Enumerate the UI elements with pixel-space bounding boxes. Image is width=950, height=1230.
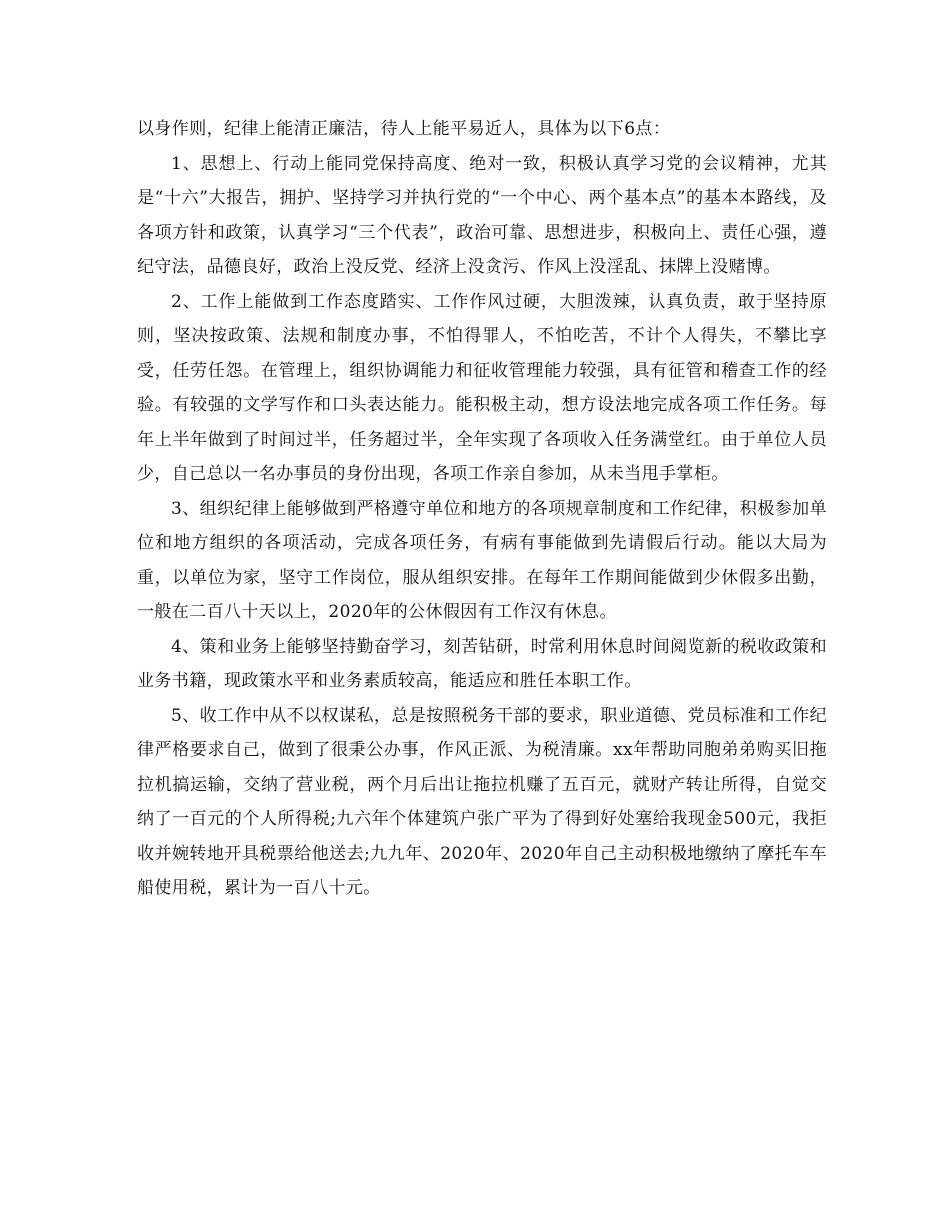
paragraph-intro: 以身作则，纪律上能清正廉洁，待人上能平易近人，具体为以下6点： [137, 119, 671, 139]
paragraph-1: 1、思想上、行动上能同党保持高度、绝对一致，积极认真学习党的会议精神，尤其是“十六”大报告，拥护、坚持学习并执行党的“一个中心、两个基本点”的基本本路线，及各项方针和政策，认真学习“三个代表”，政治可靠、思想进步，积极向上、责任心强，遵纪守法，品德良好，政治上没反党、经济上没贪污、作风上没淫乱、抹牌上没赌博。 [137, 153, 827, 277]
document-body [137, 112, 827, 906]
paragraph-5: 5、收工作中从不以权谋私，总是按照税务干部的要求，职业道德、党员标准和工作纪律严格要求自己，做到了很秉公办事，作风正派、为税清廉。xx年帮助同胞弟弟购买旧拖拉机搞运输，交纳了营业税，两个月后出让拖拉机赚了五百元，就财产转让所得，自觉交纳了一百元的个人所得税;九六年个体建筑户张广平为了得到好处塞给我现金500元，我拒收并婉转地开具税票给他送去;九九年、2020年、2020年自己主动积极地缴纳了摩托车车船使用税，累计为一百八十元。 [137, 705, 827, 898]
paragraph-4: 4、策和业务上能够坚持勤奋学习，刻苦钻研，时常利用休息时间阅览新的税收政策和业务书籍，现政策水平和业务素质较高，能适应和胜任本职工作。 [137, 636, 827, 691]
paragraph-3: 3、组织纪律上能够做到严格遵守单位和地方的各项规章制度和工作纪律，积极参加单位和地方组织的各项活动，完成各项任务，有病有事能做到先请假后行动。能以大局为重，以单位为家，坚守工作岗位，服从组织安排。在每年工作期间能做到少休假多出勤，一般在二百八十天以上，2020年的公休假因有工作汉有休息。 [137, 498, 827, 622]
paragraph-2: 2、工作上能做到工作态度踏实、工作作风过硬，大胆泼辣，认真负责，敢于坚持原则，坚决按政策、法规和制度办事，不怕得罪人，不怕吃苦，不计个人得失，不攀比享受，任劳任怨。在管理上，组织协调能力和征收管理能力较强，具有征管和稽查工作的经验。有较强的文学写作和口头表达能力。能积极主动，想方设法地完成各项工作任务。每年上半年做到了时间过半，任务超过半，全年实现了各项收入任务满堂红。由于单位人员少，自己总以一名办事员的身份出现，各项工作亲自参加，从未当甩手掌柜。 [137, 291, 827, 484]
